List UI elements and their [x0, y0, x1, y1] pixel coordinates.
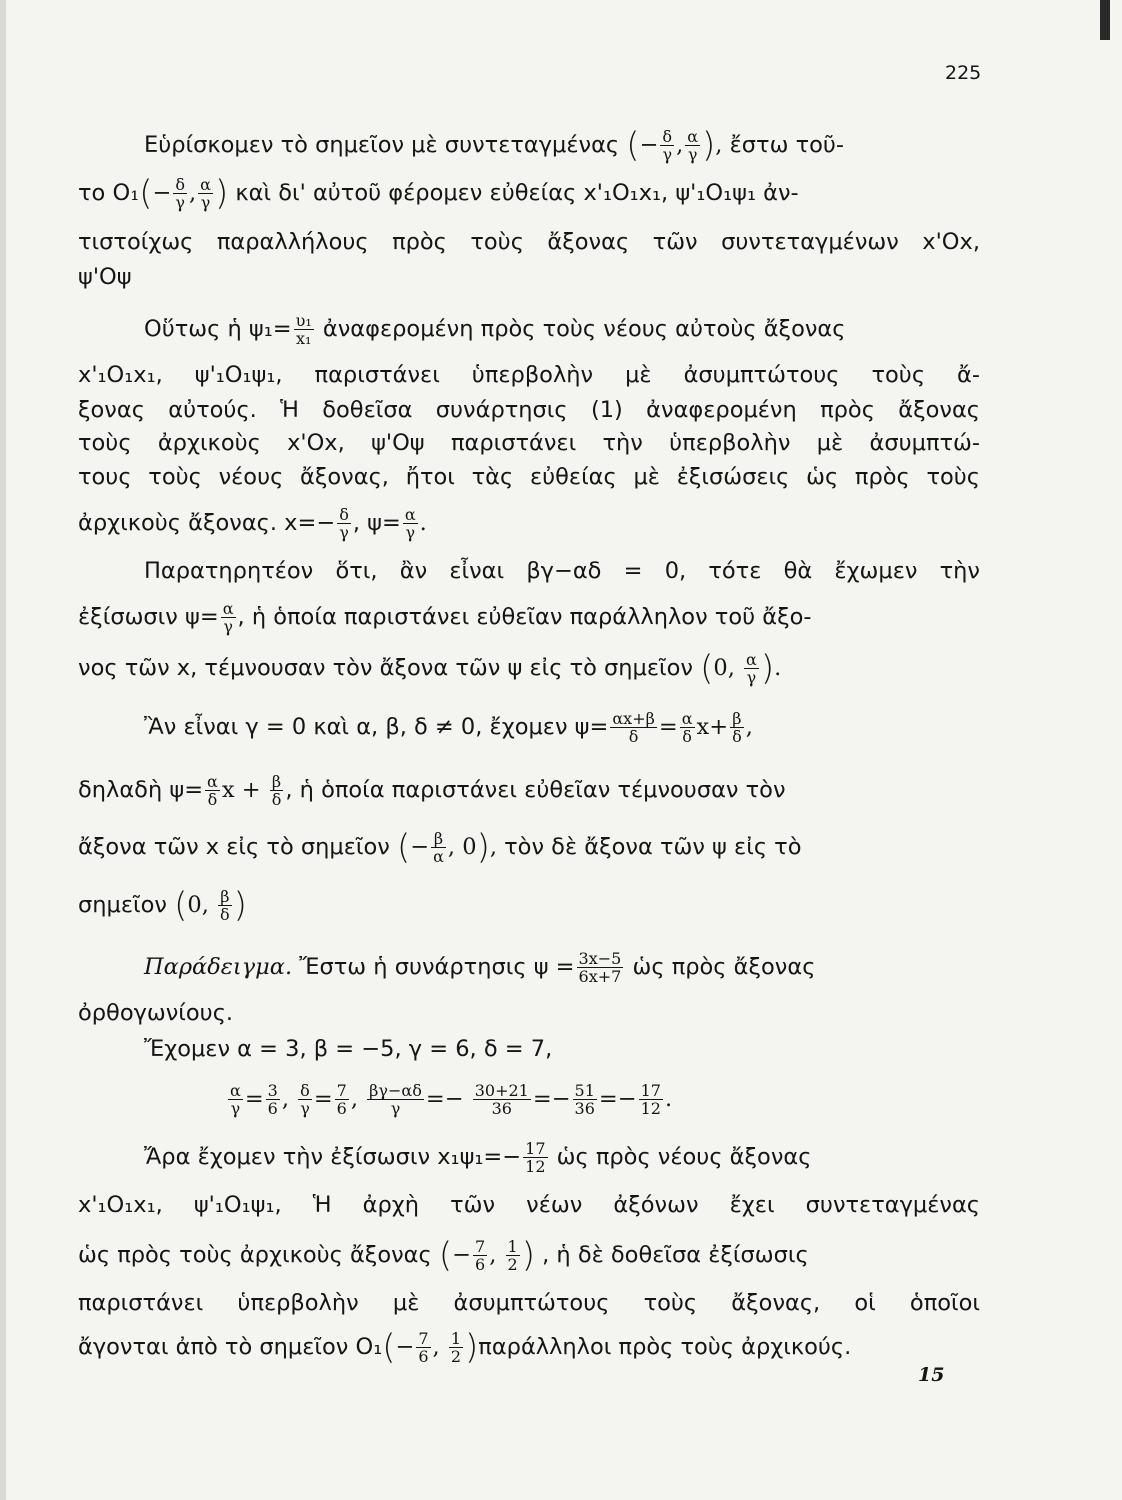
- math: ,: [447, 834, 456, 860]
- text-line: [78, 600, 980, 635]
- text-segment: δηλαδὴ ψ=: [78, 777, 204, 803]
- math: −: [617, 1086, 637, 1112]
- math: ,: [432, 1334, 440, 1360]
- fraction: $\frac{7}{6}$: [418, 1329, 429, 1366]
- page-number: 225: [945, 62, 982, 84]
- text-line: [78, 648, 980, 689]
- math: ,: [727, 655, 735, 681]
- math: 0: [462, 834, 477, 860]
- fraction: $\frac{7}{6}$: [475, 1237, 486, 1274]
- text-line: [78, 173, 980, 214]
- text-line: παριστάνει ὑπερβολὴν μὲ ἀσυμπτώτους τοὺς ἄξονας, οἱ ὁποῖοι: [78, 1290, 980, 1316]
- paren: (: [626, 125, 640, 166]
- paren: ): [521, 1235, 535, 1276]
- fraction: $\frac{\beta}{\delta}$: [271, 772, 282, 809]
- text-line: ψ'Oψ: [78, 264, 132, 290]
- fraction: $\frac{\delta}{\gamma}$: [300, 1081, 310, 1118]
- text-line: ὀρθογωνίους.: [78, 1000, 234, 1026]
- math: ,: [350, 1086, 359, 1112]
- text-line: [144, 312, 980, 347]
- math: .: [774, 655, 782, 681]
- fraction: $\frac{7}{6}$: [336, 1081, 347, 1118]
- text-segment: ἐξίσωσιν ψ=: [78, 604, 219, 630]
- example-heading: Παράδειγμα.: [144, 954, 293, 980]
- text-line: [78, 827, 980, 868]
- math: ,: [745, 714, 753, 740]
- fraction: $\frac{\alpha}{\delta}$: [207, 772, 218, 809]
- math: ,: [715, 132, 723, 158]
- text-line: [144, 125, 980, 166]
- text-segment: ὡς πρὸς τοὺς ἀρχικοὺς ἄξονας: [78, 1242, 432, 1268]
- text-line: τους τοὺς νέους ἄξονας, ἤτοι τὰς εὐθείας μὲ ἐξισώσεις ὡς πρὸς τοὺς: [78, 464, 980, 490]
- fraction: $\frac{\beta}{\delta}$: [732, 709, 742, 746]
- math: =: [532, 1086, 552, 1112]
- text-line: ξονας αὐτούς. Ἡ δοθεῖσα συνάρτησις (1) ἀναφερομένη πρὸς ἄξονας: [78, 397, 980, 423]
- fraction: $\frac{\delta}{\gamma}$: [339, 505, 349, 542]
- text-segment: ἀναφερομένη πρὸς τοὺς νέους αὐτοὺς ἄξονας: [322, 316, 846, 342]
- signature-mark: 15: [918, 1364, 945, 1386]
- text-segment: ἔστω τοῦ-: [729, 132, 845, 158]
- fraction: $\frac{3x-5}{6x+7}$: [578, 949, 622, 986]
- subscript: ₁: [130, 180, 140, 206]
- math: =: [425, 1086, 445, 1112]
- paren: (: [396, 827, 411, 868]
- math: ,: [281, 1086, 290, 1112]
- fraction: $\frac{\alpha}{\gamma}$: [222, 599, 234, 636]
- paren: ): [702, 125, 716, 166]
- math: ,: [676, 132, 684, 158]
- fraction: $\frac{30+21}{36}$: [474, 1081, 529, 1118]
- math: =: [244, 1086, 264, 1112]
- text-line: x'₁O₁x₁, ψ'₁O₁ψ₁, παριστάνει ὑπερβολὴν μὲ ἀσυμπτώτους τοὺς ἄ-: [78, 362, 980, 388]
- text-segment: νος τῶν x, τέμνουσαν τὸν ἄξονα τῶν ψ εἰς τὸ σημεῖον: [78, 655, 693, 681]
- fraction: $\frac{\beta\gamma-\alpha\delta}{\gamma}$: [369, 1081, 422, 1118]
- paren: (: [139, 173, 153, 214]
- paren: (: [438, 1235, 453, 1276]
- formula-line: [226, 1082, 926, 1117]
- text-line: [144, 1140, 980, 1175]
- text-segment: , ἡ ὁποία παριστάνει εὐθεῖαν παράλληλον τοῦ ἄξο-: [237, 604, 812, 630]
- text-segment: σημεῖον: [78, 892, 167, 918]
- text-segment: τὸν δὲ ἄξονα τῶν ψ εἰς τὸ: [504, 834, 802, 860]
- text-segment: ἄγονται ἀπὸ τὸ σημεῖον O₁: [78, 1334, 383, 1360]
- text-line: Ἔχομεν α = 3, β = −5, γ = 6, δ = 7,: [144, 1036, 553, 1062]
- text-segment: ἄξονα τῶν x εἰς τὸ σημεῖον: [78, 834, 390, 860]
- fraction: $\frac{\beta}{\delta}$: [220, 887, 230, 924]
- fraction: $\frac{\alpha}{\gamma}$: [687, 127, 699, 164]
- math: +: [241, 777, 261, 803]
- math: ,: [489, 834, 497, 860]
- math: =: [658, 714, 678, 740]
- text-line: [78, 1327, 980, 1368]
- math: 0: [713, 655, 728, 681]
- scan-edge: [0, 0, 6, 1500]
- fraction: $\frac{\alpha}{\gamma}$: [746, 650, 757, 687]
- math: +: [709, 714, 729, 740]
- fraction: $\frac{\alpha}{\gamma}$: [200, 175, 211, 212]
- math: =: [313, 1086, 333, 1112]
- math: −: [395, 1334, 415, 1360]
- text-segment: Ἔστω ἡ συνάρτησις ψ =: [299, 954, 575, 980]
- text-line: [144, 710, 980, 745]
- text-segment: καὶ δι' αὐτοῦ φέρομεν εὐθείας x'₁O₁x₁, ψ'₁O₁ψ₁ ἀν-: [235, 180, 799, 206]
- fraction: $\frac{\alpha}{\gamma}$: [404, 505, 416, 542]
- text-segment: ὡς πρὸς ἄξονας: [632, 954, 816, 980]
- paren: (: [174, 885, 188, 926]
- paren: (: [382, 1327, 396, 1368]
- text-line: τοὺς ἀρχικοὺς x'Ox, ψ'Oψ παριστάνει τὴν ὑπερβολὴν μὲ ἀσυμπτώ-: [78, 430, 980, 456]
- fraction: $\frac{17}{12}$: [525, 1139, 546, 1176]
- fraction: $\frac{51}{36}$: [574, 1081, 595, 1118]
- scan-corner-mark: [1100, 0, 1110, 40]
- fraction: $\frac{\beta}{\alpha}$: [433, 829, 444, 866]
- math: .: [419, 510, 427, 536]
- fraction: $\frac{\alpha x+\beta}{\delta}$: [612, 709, 655, 746]
- text-segment: Ἂν εἶναι γ = 0 καὶ α, β, δ ≠ 0, ἔχομεν ψ=: [144, 714, 609, 740]
- math: −: [410, 834, 430, 860]
- math: ,: [201, 892, 209, 918]
- math: 0: [187, 892, 202, 918]
- text-segment: , ἡ δὲ δοθεῖσα ἐξίσωσις: [542, 1242, 809, 1268]
- fraction: $\frac{\delta}{\gamma}$: [662, 127, 673, 164]
- paren: ): [760, 648, 775, 689]
- math: =: [598, 1086, 618, 1112]
- text-segment: ἀρχικοὺς ἄξονας. x=−: [78, 510, 336, 536]
- text-segment: ὡς πρὸς νέους ἄξονας: [556, 1144, 812, 1170]
- text-line: [78, 1235, 980, 1276]
- text-segment: , ψ=: [352, 510, 401, 536]
- math: −: [444, 1086, 464, 1112]
- text-segment: το O: [78, 180, 131, 206]
- math: .: [664, 1086, 673, 1112]
- text-segment: , ἡ ὁποία παριστάνει εὐθεῖαν τέμνουσαν τὸν: [285, 777, 786, 803]
- text-segment: Εὑρίσκομεν τὸ σημεῖον μὲ συντεταγμένας: [144, 132, 620, 158]
- text-line: [78, 773, 980, 808]
- text-line: Παρατηρητέον ὅτι, ἂν εἶναι βγ−αδ = 0, τότε θὰ ἔχωμεν τὴν: [144, 558, 980, 584]
- math: −: [639, 132, 659, 158]
- math: −: [152, 180, 172, 206]
- text-line: [144, 950, 980, 985]
- math: −: [551, 1086, 571, 1112]
- fraction: $\frac{3}{6}$: [267, 1081, 278, 1118]
- text-line: τιστοίχως παραλλήλους πρὸς τοὺς ἄξονας τῶν συντεταγμένων x'Ox,: [78, 229, 980, 255]
- text-segment: Οὕτως ἡ ψ₁=: [144, 316, 292, 342]
- math: ,: [489, 1242, 497, 1268]
- fraction: $\frac{1}{2}$: [507, 1237, 518, 1274]
- paren: ): [233, 885, 247, 926]
- math: ,: [188, 180, 197, 206]
- text-segment: παράλληλοι πρὸς τοὺς ἀρχικούς.: [478, 1334, 852, 1360]
- paren: ): [214, 173, 229, 214]
- text-line: [78, 506, 980, 541]
- math: x: [696, 714, 710, 740]
- paren: ): [465, 1327, 479, 1368]
- text-line: x'₁O₁x₁, ψ'₁O₁ψ₁, Ἡ ἀρχὴ τῶν νέων ἀξόνων ἔχει συντεταγμένας: [78, 1192, 980, 1218]
- text-segment: Ἄρα ἔχομεν τὴν ἐξίσωσιν x₁ψ₁=−: [144, 1144, 522, 1170]
- math: −: [452, 1242, 471, 1268]
- fraction: $\frac{\text{υ₁}}{\text{x₁}}$: [295, 311, 312, 348]
- fraction: $\frac{1}{2}$: [450, 1329, 462, 1366]
- fraction: $\frac{\alpha}{\gamma}$: [230, 1081, 241, 1118]
- fraction: $\frac{\delta}{\gamma}$: [175, 175, 185, 212]
- math: x: [221, 777, 235, 803]
- paren: ): [476, 827, 490, 868]
- text-line: [78, 885, 980, 926]
- fraction: $\frac{\alpha}{\delta}$: [681, 709, 693, 746]
- fraction: $\frac{17}{12}$: [640, 1081, 661, 1118]
- paren: (: [700, 648, 714, 689]
